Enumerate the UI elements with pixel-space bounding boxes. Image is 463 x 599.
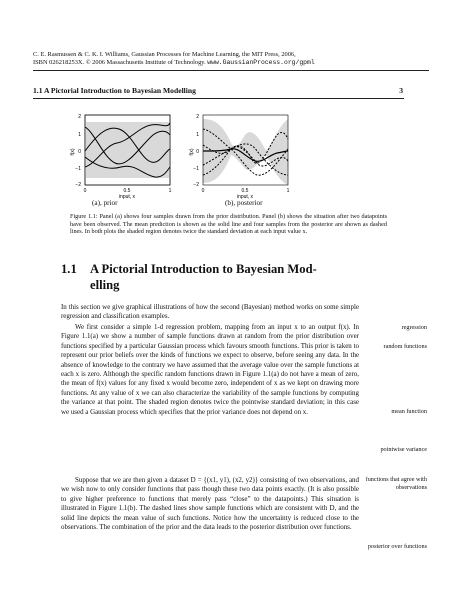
header-line-1: C. E. Rasmussen & C. K. I. Williams, Gaussian Processes for Machine Learning, the MIT Press, 2006, xyxy=(33,51,296,58)
ytick: 2 xyxy=(196,114,199,120)
panel-a-ylabel: f(x) xyxy=(70,148,76,156)
xtick: 1 xyxy=(168,188,172,194)
paragraph-intro: In this section we give graphical illustrations of how the second (Bayesian) method works on some simple regression and classification examples. xyxy=(61,303,359,321)
xtick: 0 xyxy=(83,188,87,194)
running-head-rule xyxy=(33,98,404,99)
ytick: −1 xyxy=(75,166,81,172)
ytick: 1 xyxy=(78,132,81,138)
panel-a-xlabel: input, x xyxy=(118,194,136,200)
panel-b-posterior xyxy=(189,114,290,200)
xtick: 0.5 xyxy=(123,188,131,194)
ytick: −2 xyxy=(193,182,199,188)
xtick: 1 xyxy=(286,188,290,194)
xtick: 0.5 xyxy=(241,188,249,194)
ytick: −1 xyxy=(193,166,199,172)
paragraph-posterior: Suppose that we are then given a dataset D = {(x1, y1), (x2, y2)} consisting of two observations, and we wish now to only consider functions that pass though these two data points exactly. (It is also possible to give higher preference to functions that merely pass “close” to the datapoints.) This situation is illustrated in Figure 1.1(b). The dashed lines show sample functions which are consistent with D, and the solid line depicts the mean value of such functions. Notice how the uncertainty is reduced close to the observations. The combination of the prior and the data leads to the posterior distribution over functions. xyxy=(61,476,359,532)
section-title-line2: elling xyxy=(90,277,120,292)
margin-note-regression: regression xyxy=(401,324,427,331)
section-heading xyxy=(61,262,391,293)
copyright-header xyxy=(33,51,428,68)
section-number: 1.1 xyxy=(61,262,77,276)
ytick: 2 xyxy=(78,114,81,120)
ytick: −2 xyxy=(75,182,81,188)
ytick: 0 xyxy=(78,149,81,155)
margin-note-posterior-functions: posterior over functions xyxy=(367,543,427,550)
subcaption-a: (a), prior xyxy=(92,199,118,207)
ytick: 0 xyxy=(196,149,199,155)
subcaption-b: (b), posterior xyxy=(225,199,263,207)
running-head: 1.1 A Pictorial Introduction to Bayesian Modelling xyxy=(33,86,196,95)
margin-note-mean-function: mean function xyxy=(391,408,427,415)
header-line-2: ISBN 026218253X. © 2006 Massachusetts Institute of Technology. www.GaussianProcess.org/gpml xyxy=(33,59,315,67)
panel-a-prior xyxy=(70,114,172,200)
ytick: 1 xyxy=(196,132,199,138)
section-title-line1: A Pictorial Introduction to Bayesian Mod- xyxy=(90,262,317,276)
margin-note-pointwise-variance: pointwise variance xyxy=(380,446,427,453)
header-rule xyxy=(33,70,429,71)
margin-note-agree-observations: functions that agree with observations xyxy=(365,476,427,491)
prior-variance-band xyxy=(85,122,170,178)
panel-b-ylabel: f(x) xyxy=(189,148,195,156)
figure-1-1 xyxy=(55,105,315,210)
figure-caption: Figure 1.1: Panel (a) shows four samples drawn from the prior distribution. Panel (b) shows the situation after two datapoints have been observed. The mean prediction is shown as the solid line and four samples from the posterior are shown as dashed lines. In both plots the shaded region denotes twice the standard deviation at each input value x. xyxy=(70,213,387,235)
panel-b-xlabel: input, x xyxy=(236,194,254,200)
page-number: 3 xyxy=(399,86,403,95)
margin-note-random-functions: random functions xyxy=(383,343,427,350)
paragraph-regression: We first consider a simple 1-d regression problem, mapping from an input x to an output f(x). In Figure 1.1(a) we show a number of sample functions drawn at random from the prior distribution over functions specified by a particular Gaussian process which favours smooth functions. This prior is taken to represent our prior beliefs over the kinds of functions we expect to observe, before seeing any data. In the absence of knowledge to the contrary we have assumed that the average value over the sample functions at each x is zero. Although the specific random functions drawn in Figure 1.1(a) do not have a mean of zero, the mean of f(x) values for any fixed x would become zero, independent of x as we kept on drawing more functions. At any value of x we can also characterize the variability of the sample functions by computing the variance at that point. The shaded region denotes twice the pointwise standard deviation; in this case we used a Gaussian process which specifies that the prior variance does not depend on x. xyxy=(61,323,359,416)
website-link[interactable]: www.GaussianProcess.org/gpml xyxy=(207,59,315,67)
xtick: 0 xyxy=(201,188,205,194)
